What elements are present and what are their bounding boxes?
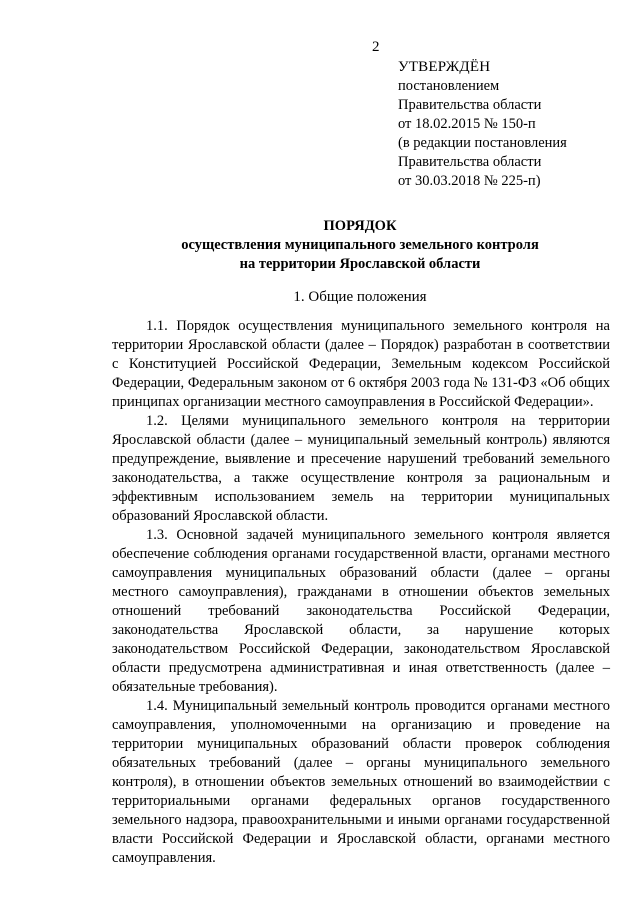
paragraph-1-1: 1.1. Порядок осуществления муниципального земельного контроля на территории Ярославской области (далее – Порядок) разработан в соответствии с Конституцией Российской Федерации, Земельным кодексом Российской Федерации, Федеральным законом от 6 октября 2003 года № 131-ФЗ «Об общих принципах организации местного самоуправления в Российской Федерации». xyxy=(112,318,610,410)
approval-line-government: Правительства области xyxy=(398,97,542,113)
paragraph-1-2: 1.2. Целями муниципального земельного контроля на территории Ярославской области (далее – муниципальный земельный контроль) являются предупреждение, выявление и пресечение нарушений требований земельного законодательства, а также осуществление контроля за рациональным и эффективным использованием земель на территории муниципальных образований Ярославской области. xyxy=(112,413,610,524)
approval-stamp xyxy=(398,58,608,191)
page-number: 2 xyxy=(372,39,380,55)
document-title-block xyxy=(112,217,608,274)
paragraph-1-4: 1.4. Муниципальный земельный контроль проводится органами местного самоуправления, уполномоченными на организацию и проведение на территории муниципальных образований области проверок соблюдения обязательных требований (далее – органы муниципального земельного контроля), в отношении объектов земельных отношений во взаимодействии с территориальными органами федеральных органов государственного земельного надзора, правоохранительными и иными органами государственной власти Российской Федерации и Ярославской области, органами местного самоуправления. xyxy=(112,698,610,866)
approval-line-revision-date: от 30.03.2018 № 225-п) xyxy=(398,173,541,189)
section-body xyxy=(112,317,610,868)
approval-line-revision-government: Правительства области xyxy=(398,154,542,170)
paragraph-1-3: 1.3. Основной задачей муниципального земельного контроля является обеспечение соблюдения органами государственной власти, органами местного самоуправления муниципальных образований области (далее – органы местного самоуправления), гражданами в отношении объектов земельных отношений требований законодательства Российской Федерации, законодательства Ярославской области, за нарушение которых законодательством Российской Федерации, законодательством Ярославской области предусмотрена административная и иная ответственность (далее – обязательные требования). xyxy=(112,527,610,695)
section-heading: 1. Общие положения xyxy=(293,289,427,305)
approval-line-revision: (в редакции постановления xyxy=(398,135,567,151)
approval-line-approved: УТВЕРЖДЁН xyxy=(398,59,491,75)
document-subtitle-line-2: на территории Ярославской области xyxy=(239,256,481,272)
approval-line-date: от 18.02.2015 № 150-п xyxy=(398,116,536,132)
document-subtitle-line-1: осуществления муниципального земельного контроля xyxy=(181,237,539,253)
document-title: ПОРЯДОК xyxy=(323,218,397,234)
approval-line-decree: постановлением xyxy=(398,78,500,94)
